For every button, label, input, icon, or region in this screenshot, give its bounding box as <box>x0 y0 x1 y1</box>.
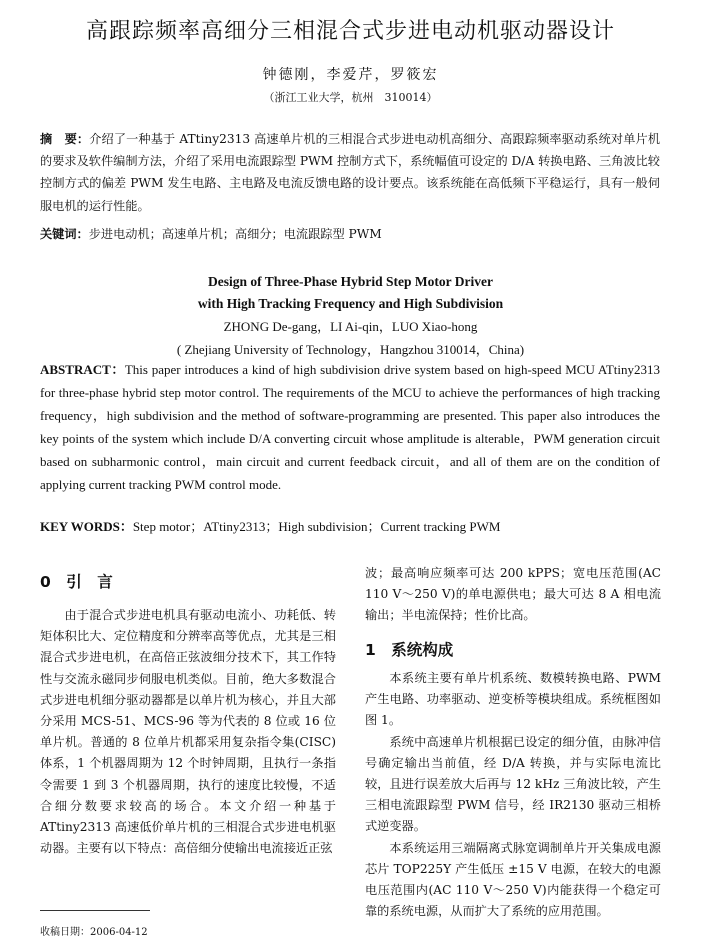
section-1-paragraph-2: 系统中高速单片机根据已设定的细分值，由脉冲信号确定输出当前值，经 D/A 转换，并与实际电流比较，且进行误差放大后再与 12 kHz 三角波比较，产生三相电流跟踪型 PWM 信号，经 IR2130 驱动三相桥式逆变器。 <box>365 734 661 834</box>
keywords-cn-label: 关键词： <box>40 227 89 241</box>
affiliation-cn: （浙江工业大学，杭州 310014） <box>263 91 438 104</box>
authors-en: ZHONG De-gang，LI Ai-qin，LUO Xiao-hong <box>223 319 478 334</box>
keywords-cn-text: 步进电动机；高速单片机；高细分；电流跟踪型 PWM <box>88 227 382 241</box>
continued-paragraph: 波；最高响应频率可达 200 kPPS；宽电压范围(AC 110 V～250 V)的单电源供电；最大可达 8 A 相电流输出；半电流保持；性价比高。 <box>365 566 661 623</box>
english-title-line1: Design of Three-Phase Hybrid Step Motor Driver <box>208 274 493 289</box>
right-column-continuation <box>365 563 661 627</box>
abstract-cn <box>40 128 660 217</box>
abstract-en-text: This paper introduces a kind of high subdivision drive system based on high-speed MCU ATtiny2313 for three-phase hybrid step motor control. The requirements of the MCU to achieve the performances of high tracking frequency，high subdivision and the method of software-programming are presented. This paper also introduces the key points of the system which include D/A converting circuit whose amplitude is alterable，PWM generation circuit based on subharmonic control，main circuit and current feedback circuit，and all of them are on the condition of applying current tracking PWM control mode. <box>40 362 661 492</box>
english-title <box>0 271 701 315</box>
footnote-divider <box>40 910 150 911</box>
section-0-paragraph: 由于混合式步进电机具有驱动电流小、功耗低、转矩体积比大、定位精度和分辨率高等优点，尤其是三相混合式步进电机，在高倍正弦波细分技术下，其工作特性与交流永磁同步伺服电机类似。目前，绝大多数混合式步进电机细分驱动器都是以单片机为核心，并且大部分采用 MCS-51、MCS-96 等为代表的 8 位或 16 位单片机。普通的 8 位单片机都采用复杂指令集(CISC)体系，1 个机器周期为 12 个时钟周期，且执行一条指令需要 1 到 3 个机器周期，执行的速度比较慢，不适合细分数要求较高的场合。本文介绍一种基于 ATtiny2313 高速低价单片机的三相混合式步进电机驱动器。主要有以下特点：高倍细分使输出电流接近正弦 <box>40 608 336 856</box>
section-1-paragraph-1: 本系统主要有单片机系统、数模转换电路、PWM 产生电路、功率驱动、逆变桥等模块组成。系统框图如图 1。 <box>365 671 661 728</box>
right-column <box>365 668 661 922</box>
abstract-cn-text: 介绍了一种基于 ATtiny2313 高速单片机的三相混合式步进电动机高细分、高跟踪频率驱动系统对单片机的要求及软件编制方法，介绍了采用电流跟踪型 PWM 控制方式下，系统幅值可设定的 D/A 转换电路、三角波比较控制方式的偏差 PWM 发生电路、主电路及电流反馈电路的设计要点。该系统能在高低频下平稳运行，具有一般伺服电机的运行性能。 <box>40 132 661 213</box>
paper-title: 高跟踪频率高细分三相混合式步进电动机驱动器设计 <box>85 19 615 44</box>
abstract-en <box>40 358 660 496</box>
abstract-cn-label: 摘 要： <box>40 132 90 146</box>
section-1-heading: 1 系统构成 <box>365 641 454 659</box>
section-0-heading: 0 引 言 <box>40 573 113 591</box>
authors-cn: 钟德刚，李爱芹，罗筱宏 <box>262 67 439 83</box>
keywords-cn <box>40 224 660 244</box>
abstract-en-label: ABSTRACT： <box>40 362 125 377</box>
affiliation-en: ( Zhejiang University of Technology，Hangzhou 310014，China) <box>176 342 525 357</box>
left-column <box>40 605 336 859</box>
english-title-line2: with High Tracking Frequency and High Subdivision <box>197 296 504 311</box>
keywords-en <box>40 517 660 537</box>
section-1-paragraph-3: 本系统运用三端隔离式脉宽调制单片开关集成电源芯片 TOP225Y 产生低压 ±15 V 电源，在较大的电源电压范围内(AC 110 V～250 V)内能获得一个稳定可靠的系统电源，从而扩大了系统的应用范围。 <box>365 840 661 919</box>
received-date-footnote: 收稿日期：2006-04-12 <box>40 927 148 938</box>
keywords-en-label: KEY WORDS： <box>40 519 133 534</box>
keywords-en-text: Step motor；ATtiny2313；High subdivision；Current tracking PWM <box>132 519 501 534</box>
